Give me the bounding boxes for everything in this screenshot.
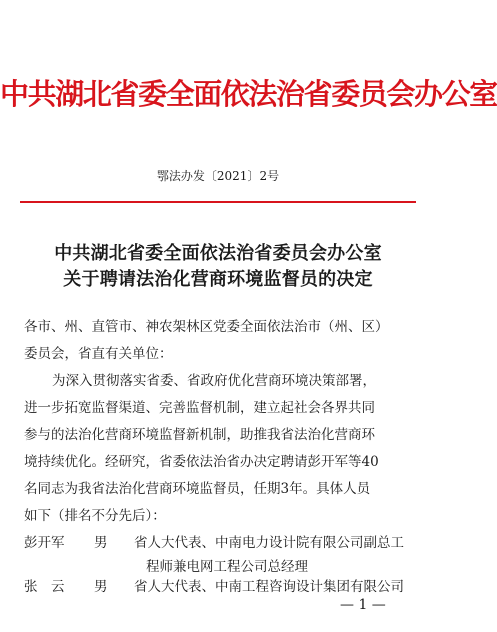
issuing-org-header: 中共湖北省委全面依法治省委员会办公室 [0, 77, 497, 111]
person-name: 彭开军 [24, 535, 65, 551]
body-paragraph-line: 参与的法治化营商环境监督新机制，助推我省法治化营商环 [24, 427, 375, 443]
body-paragraph-line: 进一步拓宽监督渠道、完善监督机制，建立起社会各界共同 [24, 400, 375, 416]
red-divider-line [20, 201, 416, 203]
body-paragraph-line: 境持续优化。经研究，省委依法治省办决定聘请彭开军等40 [24, 454, 379, 470]
page-number: — 1 — [340, 597, 386, 613]
document-title-line-2: 关于聘请法治化营商环境监督员的决定 [63, 269, 373, 290]
salutation-line-2: 委员会，省直有关单位： [24, 346, 173, 362]
person-description: 省人大代表、中南工程咨询设计集团有限公司 [134, 579, 404, 595]
person-description: 省人大代表、中南电力设计院有限公司副总工 [134, 535, 404, 551]
person-gender: 男 [94, 535, 108, 551]
person-entry [24, 532, 424, 554]
person-name: 张 云 [24, 579, 65, 595]
body-paragraph-line: 如下（排名不分先后）： [24, 508, 166, 524]
person-description-continued: 程师兼电网工程公司总经理 [146, 559, 308, 575]
body-paragraph-line: 名同志为我省法治化营商环境监督员，任期3年。具体人员 [24, 481, 371, 497]
document-number: 鄂法办发〔2021〕2号 [156, 169, 280, 183]
body-paragraph-line: 为深入贯彻落实省委、省政府优化营商环境决策部署， [52, 373, 376, 389]
salutation-line-1: 各市、州、直管市、神农架林区党委全面依法治市（州、区） [24, 319, 389, 335]
person-gender: 男 [94, 579, 108, 595]
document-title-line-1: 中共湖北省委全面依法治省委员会办公室 [54, 243, 382, 264]
